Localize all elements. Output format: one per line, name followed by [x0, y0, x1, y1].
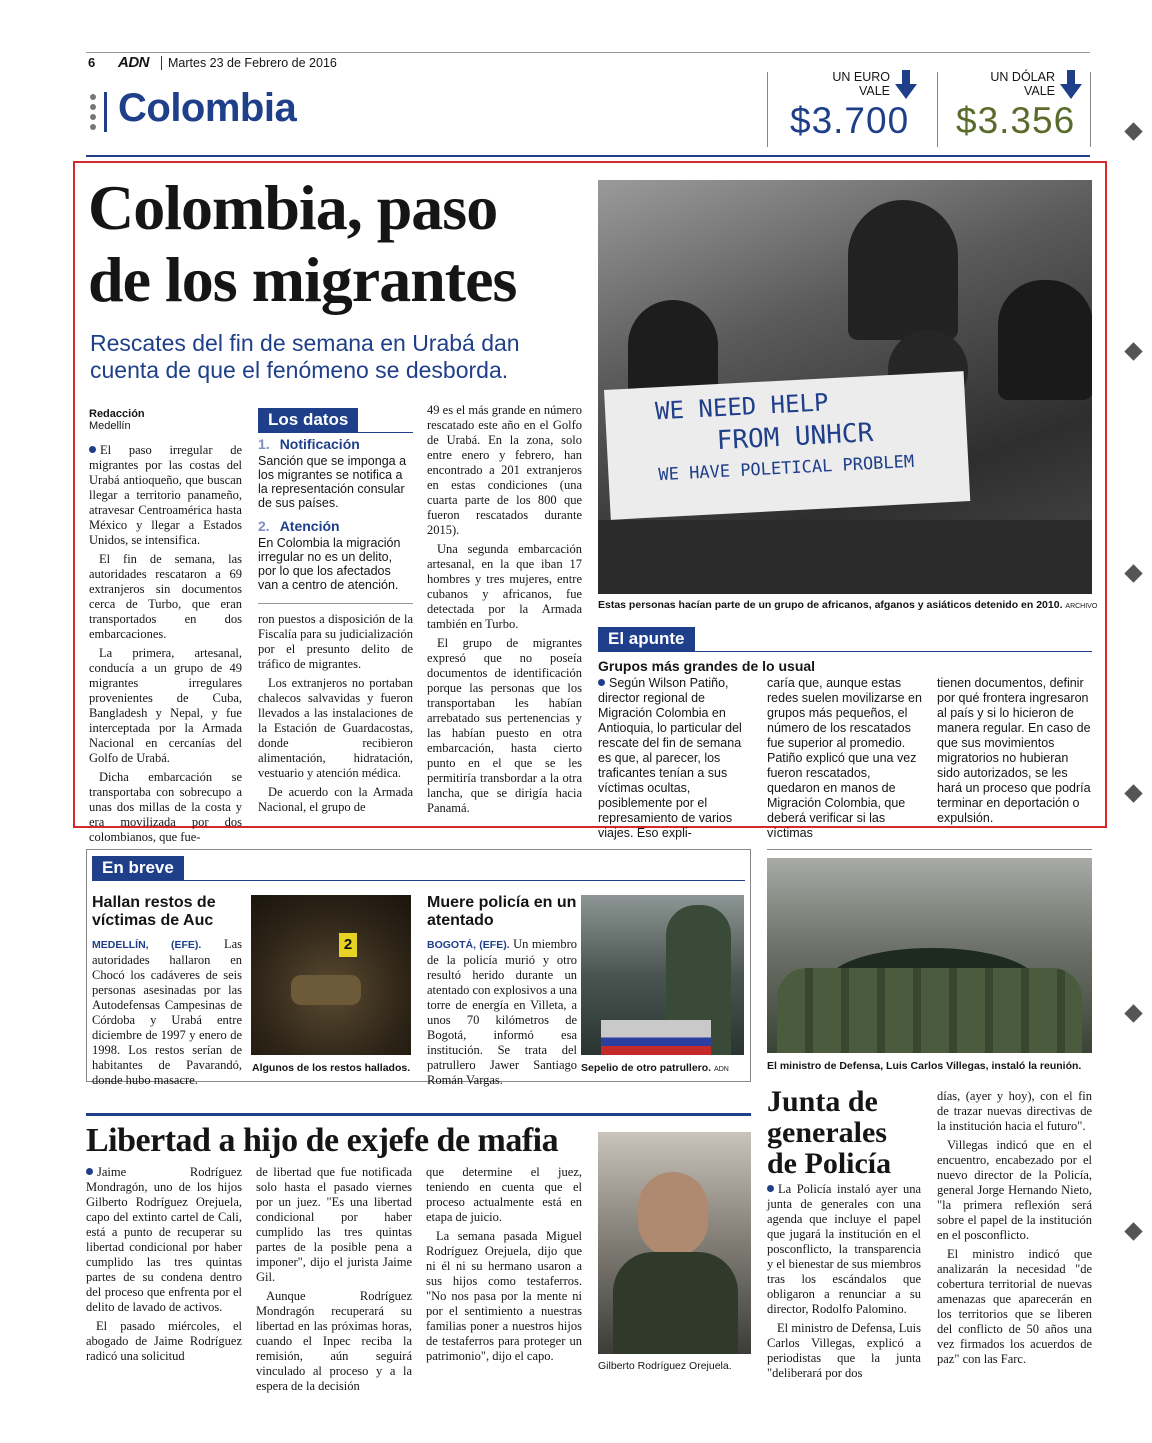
bullet-icon [767, 1185, 774, 1192]
person-silhouette [848, 200, 958, 340]
meeting-photo [767, 858, 1092, 1053]
ministro-top-rule [767, 849, 1092, 850]
currency-divider-left [767, 72, 768, 147]
paragraph: El ministro indicó que analizarán la necesidad "de cobertura territorial de nuevas amenazas que aparecerán en los territorios que se liberen del conflicto de 50 años una vez firmados los acuerdos de paz" con las Farc. [937, 1247, 1092, 1366]
top-rule [86, 52, 1090, 53]
main-column-1 [89, 443, 242, 849]
margin-diamond-icon [1124, 1004, 1142, 1022]
main-column-3 [427, 403, 582, 820]
paragraph: Las autoridades hallaron en Chocó los cadáveres de seis personas asesinadas por las Autodefensas Campesinas de Córdoba y Urabá entre diciembre de 1997 y enero de 1998. Los restos serían de habitantes de Pavarandó, donde hubo masacre. [92, 937, 242, 1087]
apunte-column-3 [937, 676, 1092, 826]
officers-row [777, 968, 1082, 1053]
migrants-photo [598, 180, 1092, 594]
currency-divider-right [1090, 72, 1091, 147]
bullet-icon [89, 446, 96, 453]
apunte-column-2 [767, 676, 922, 841]
paragraph: Los extranjeros no portaban chalecos salvavidas y fueron llevados a las instalaciones de la Estación de Guardacostas, donde recibieron alimentación, hidratación, vestuario y atención médica. [258, 676, 413, 780]
libertad-column-1 [86, 1165, 242, 1368]
headline-line: de Policía [767, 1147, 892, 1180]
protest-sign [604, 371, 970, 520]
main-subtitle: Rescates del fin de semana en Urabá dan cuenta de que el fenómeno se desborda. [90, 330, 520, 383]
headline-line: de los migrantes [88, 244, 517, 315]
datos-rule [258, 432, 413, 433]
dollar-label: UN DÓLAR VALE [990, 70, 1055, 98]
en-breve-rule [92, 880, 745, 881]
remains-caption: Algunos de los restos hallados. [252, 1062, 411, 1074]
main-headline [88, 172, 598, 316]
brand-logo: ADN [118, 54, 149, 71]
datos-bottom-rule [258, 603, 413, 604]
masthead-date: Martes 23 de Febrero de 2016 [168, 56, 337, 70]
paragraph: Villegas indicó que en el encuentro, encabezado por el nuevo director de la Policía, general Jorge Hernando Nieto, "la primera reflexión será sobre el papel de la institución en el posconflicto. [937, 1138, 1092, 1242]
byline [89, 408, 145, 432]
paragraph: La semana pasada Miguel Rodríguez Orejuela, dijo que ni él ni su hermano usaron a sus hijos como testaferros. "No nos pasa por la mente ni por el sentimiento a nuestras familias poner a nuestros hijos de testaferros para proteger un patrimonio", dijo el capo. [426, 1229, 582, 1363]
section-bar [104, 92, 107, 132]
floor-area [598, 520, 1092, 594]
paragraph: de libertad que fue notificada solo hasta el pasado viernes por un juez. "Es una libertad condicional por haber cumplido las tres quintas partes de la posible pena a imponer", dijo el jurista Jaime Gil. [256, 1165, 412, 1284]
junta-headline [767, 1086, 917, 1179]
photo-credit: ARCHIVO [1065, 603, 1098, 610]
headline-line: Junta de [767, 1085, 878, 1118]
remains-item [291, 975, 361, 1005]
breve-2-place: BOGOTÁ, (EFE). [427, 939, 510, 951]
libertad-headline: Libertad a hijo de exjefe de mafia [86, 1122, 559, 1159]
paragraph: El ministro de Defensa, Luis Carlos Villegas, explicó a periodistas que la junta "deliberará por dos [767, 1321, 921, 1380]
funeral-photo [581, 895, 744, 1055]
item-number: 2. [258, 518, 270, 534]
paragraph: Aunque Rodríguez Mondragón recuperará su libertad en las próximas horas, cuando el Inpec reciba la remisión, aún seguirá vinculado al proceso y a la espera de la decisión [256, 1289, 412, 1393]
page-number: 6 [88, 55, 96, 70]
margin-diamond-icon [1124, 122, 1142, 140]
paragraph: Un miembro de la policía murió y otro resultó herido durante un atentado con explosivos a una torre de energía en Villeta, a unos 70 kilómetros de Bogotá, informó esa institución. Se trata del patrullero Jawer Santiago Román Vargas. [427, 937, 577, 1087]
orejuela-caption: Gilberto Rodríguez Orejuela. [598, 1360, 732, 1372]
sign-text: WE HAVE POLETICAL PROBLEM [658, 451, 915, 486]
item-title: Notificación [279, 436, 360, 452]
paragraph: El fin de semana, las autoridades rescataron a 69 extranjeros sin documentos cerca de Turbo, que eran transportados en dos embarcaciones. [89, 552, 242, 641]
headline-line: Colombia, paso [88, 172, 498, 243]
evidence-marker: 2 [339, 933, 357, 957]
margin-diamond-icon [1124, 564, 1142, 582]
remains-photo [251, 895, 411, 1055]
margin-diamond-icon [1124, 342, 1142, 360]
paragraph: Una segunda embarcación artesanal, en la que iban 17 hombres y tres mujeres, entre cubanos y africanos, fue detectada por la Armada también en Turbo. [427, 542, 582, 631]
photo-caption [598, 599, 1098, 611]
paragraph: 49 es el más grande en número rescatado este año en el Golfo de Urabá. En la zona, solo entre enero y febrero, han encontrado a 201 extranjeros en estas condiciones (una cuarta parte de los 800 que fueron rescatados durante 2015). [427, 403, 582, 537]
libertad-column-3 [426, 1165, 582, 1368]
currency-divider-mid [937, 72, 938, 147]
paragraph: días, (ayer y hoy), con el fin de trazar nuevas directivas de la institución hacia el futuro". [937, 1089, 1092, 1133]
breve-1-place: MEDELLÍN, (EFE). [92, 939, 202, 951]
euro-value: $3.700 [790, 100, 910, 141]
section-dots [90, 94, 96, 130]
breve-2-headline: Muere policía en un atentado [427, 894, 577, 929]
headline-line: generales [767, 1116, 887, 1149]
paragraph: que determine el juez, teniendo en cuenta que el proceso actualmente está en etapa de juicio. [426, 1165, 582, 1224]
meeting-caption: El ministro de Defensa, Luis Carlos Villegas, instaló la reunión. [767, 1060, 1082, 1072]
item-text: Sanción que se imponga a los migrantes se notifica a la representación consular de sus países. [258, 454, 407, 510]
paragraph: El grupo de migrantes expresó que no poseía documentos de identificación porque las personas que los transportaban les habían arrebatado sus pertenencias y las habían puesto en otra embarcación, hasta cierto punto en el que se les permitiría transbordar a la otra lancha, que se dirigía hacia Panamá. [427, 636, 582, 815]
item-number: 1. [258, 436, 270, 452]
sign-text: WE NEED HELP [654, 388, 830, 426]
apunte-headline: Grupos más grandes de lo usual [598, 658, 816, 674]
junta-column-2 [937, 1089, 1092, 1371]
en-breve-title: En breve [92, 856, 184, 880]
paragraph: tienen documentos, definir por qué frontera ingresaron al país y si lo hicieron de manera regular. En caso de que sus movimientos migratorios no hubieran sido autorizados, se les hará un proceso que podría terminar en deportación o expulsión. [937, 676, 1091, 825]
paragraph: Dicha embarcación se transportaba con sobrecupo a unas dos millas de la costa y era movilizada por dos colombianos, que fue- [89, 770, 242, 844]
datos-title: Los datos [258, 408, 358, 432]
byline-author: Redacción [89, 408, 145, 420]
paragraph: La primera, artesanal, conducía a un grupo de 49 migrantes irregulares provenientes de Cuba, Bangladesh y Nepal, y fue interceptada por la Armada Nacional en cercanías del Golfo de Urabá. [89, 646, 242, 765]
section-title: Colombia [118, 86, 297, 130]
coffin-flag [601, 1020, 711, 1055]
bullet-icon [86, 1168, 93, 1175]
paragraph: Jaime Rodríguez Mondragón, uno de los hijos Gilberto Rodríguez Orejuela, capo del extinto cartel de Cali, está a punto de recuperar su libertad condicional por haber cumplido las tres quintas partes de su condena dentro del proceso que enfrenta por el delito de lavado de activos. [86, 1165, 242, 1314]
item-title: Atención [279, 518, 340, 534]
margin-diamond-icon [1124, 784, 1142, 802]
apunte-title: El apunte [598, 627, 695, 651]
orejuela-photo [598, 1132, 751, 1354]
margin-diamond-icon [1124, 1222, 1142, 1240]
euro-label: UN EURO VALE [832, 70, 890, 98]
masthead-divider [161, 56, 162, 70]
paragraph: caría que, aunque estas redes suelen movilizarse en grupos más pequeños, el número de los rescatados fue superior al promedio. Patiño explicó que una vez fueron rescatados, quedaron en manos de Migración Colombia, que deberá verificar si las víctimas [767, 676, 922, 840]
photo-credit: ADN [714, 1066, 729, 1073]
face-silhouette [638, 1172, 708, 1257]
breve-1-body [92, 937, 242, 1088]
main-column-2 [258, 612, 413, 819]
person-silhouette [998, 280, 1092, 400]
bullet-icon [598, 679, 605, 686]
sign-text: FROM UNHCR [716, 417, 874, 457]
paragraph: La Policía instaló ayer una junta de generales con una agenda que incluye el papel que jugará la institución en el posconflicto, la transparencia y el bienestar de sus miembros tras los escándalos que obligaron a renunciar a su director, Rodolfo Palomino. [767, 1182, 921, 1316]
item-text: En Colombia la migración irregular no es un delito, por lo que los afectados van a centro de atención. [258, 536, 401, 592]
paragraph: ron puestos a disposición de la Fiscalía para su judicialización por el presunto delito de tráfico de migrantes. [258, 612, 413, 671]
byline-place: Medellín [89, 420, 131, 432]
datos-item-1 [258, 436, 413, 510]
junta-column-1 [767, 1182, 921, 1385]
paragraph: Según Wilson Patiño, director regional de Migración Colombia en Antioquia, lo particular del rescate del fin de semana es que, al parecer, los traficantes tenían a sus víctimas ocultas, posiblemente por el represamiento de varios viajes. Eso expli- [598, 676, 742, 840]
breve-1-headline: Hallan restos de víctimas de Auc [92, 894, 216, 929]
apunte-column-1 [598, 676, 750, 841]
jacket-silhouette [613, 1252, 738, 1354]
caption-text: Sepelio de otro patrullero. [581, 1062, 712, 1074]
breve-2-body [427, 937, 577, 1088]
caption-text: Estas personas hacían parte de un grupo de africanos, afganos y asiáticos detenido en 2010. [598, 599, 1063, 611]
dollar-value: $3.356 [956, 100, 1076, 141]
paragraph: El pasado miércoles, el abogado de Jaime Rodríguez radicó una solicitud [86, 1319, 242, 1363]
funeral-caption [581, 1062, 729, 1074]
section-rule [86, 155, 1090, 157]
apunte-rule [598, 651, 1092, 652]
libertad-top-rule [86, 1113, 751, 1116]
paragraph: El paso irregular de migrantes por las costas del Urabá antioqueño, que buscan llegar a territorio panameño, atravesar Centroamérica hasta México y llegar a Estados Unidos, se intensifica. [89, 443, 242, 547]
paragraph: De acuerdo con la Armada Nacional, el grupo de [258, 785, 413, 814]
libertad-column-2 [256, 1165, 412, 1398]
datos-item-2 [258, 518, 413, 592]
